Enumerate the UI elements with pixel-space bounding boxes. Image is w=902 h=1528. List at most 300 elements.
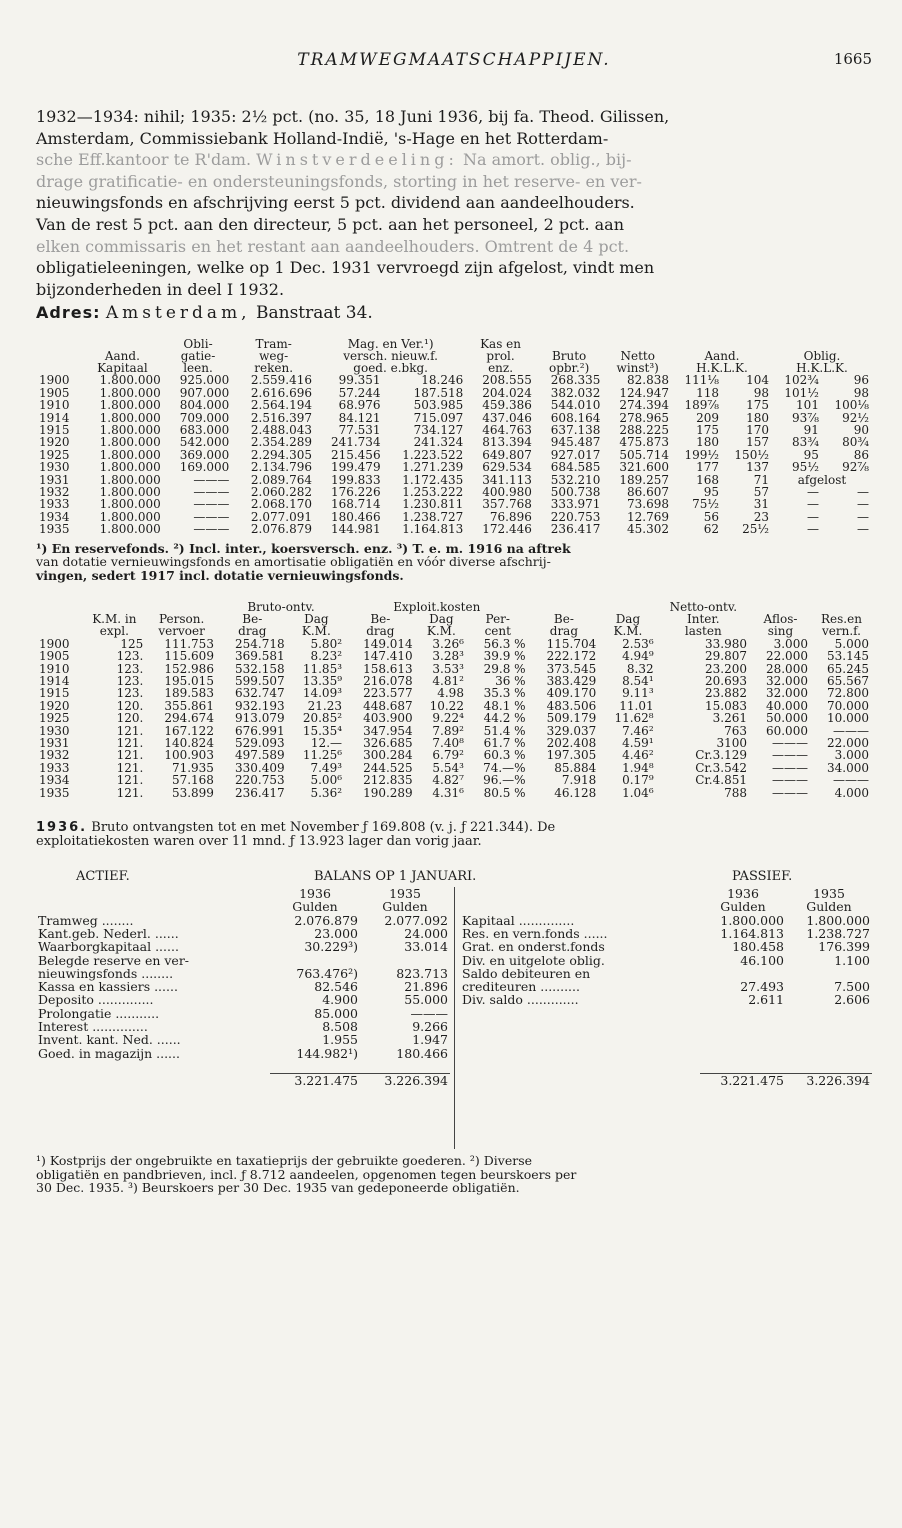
page-number: 1665 (833, 50, 872, 68)
table-cell: 1931 (39, 736, 70, 751)
table-cell: 157 (746, 435, 769, 450)
table-cell: 1.271.239 (402, 460, 464, 475)
table-cell: 12.769 (627, 509, 669, 524)
empty-cell (460, 887, 700, 900)
table-cell: ——— (410, 1005, 448, 1021)
empty-cell (36, 1074, 270, 1088)
table-cell: Cr.3.129 (695, 748, 747, 763)
address-street: Banstraat 34. (256, 303, 373, 324)
table-cell: Dag (304, 612, 329, 627)
table-cell: enz. (488, 360, 514, 375)
table-cell: 18.246 (421, 373, 464, 388)
table-cell: ——— (771, 736, 808, 751)
paragraph-1936 (36, 821, 872, 849)
table-cell: 1.800.000 (99, 497, 161, 512)
table-row (36, 650, 872, 662)
table-cell: 60.3 % (483, 748, 526, 763)
table-cell: 82.838 (627, 373, 669, 388)
table-cell: 120. (116, 698, 144, 713)
table-cell: Be- (370, 612, 391, 627)
table-cell: ——— (771, 773, 808, 788)
table-cell: 1.94⁸ (622, 760, 654, 775)
table-cell: 20.85² (302, 711, 343, 726)
table-cell: Interest .............. (38, 1019, 148, 1035)
table-cell: 77.531 (338, 422, 381, 437)
intro-line: drage gratificatie- en ondersteuningsfonds, storting in het reserve- en ver- (36, 171, 642, 191)
table-cell: 2.559.416 (250, 373, 312, 388)
table-cell: Gulden (806, 899, 852, 915)
table-row (36, 787, 872, 799)
table-cell: 1.800.000 (99, 484, 161, 499)
table-cell: 2.294.305 (250, 447, 312, 462)
table-cell: 503.985 (413, 398, 464, 413)
table-cell: 13.35⁹ (302, 674, 343, 688)
table-cell: — (806, 522, 819, 537)
table-cell: 28.000 (765, 661, 808, 676)
table-cell: 4.59¹ (622, 736, 654, 751)
spacer-row (36, 1060, 450, 1074)
table-cell: 464.763 (482, 422, 532, 437)
table-cell: 24.000 (404, 925, 448, 941)
table-cell: ——— (193, 472, 230, 487)
table-cell: 46.100 (740, 952, 784, 968)
table-cell: 195.015 (164, 674, 214, 688)
table-header-row (36, 626, 872, 638)
table-cell: 1930 (39, 460, 70, 475)
table-cell: 1.800.000 (99, 472, 161, 487)
table-cell: 93⅞ (792, 410, 819, 425)
table-cell: nieuwingsfonds ........ (38, 965, 174, 981)
table-cell (36, 339, 81, 351)
table-cell: 92½ (842, 410, 869, 425)
table-cell: 907.000 (179, 385, 230, 400)
table-cell: 333.971 (550, 497, 601, 512)
table-cell: 1932 (39, 484, 70, 499)
table-cell: 532.210 (550, 472, 601, 487)
table-cell: 22.000 (765, 649, 808, 664)
table-cell: 1.800.000 (99, 398, 161, 413)
table-cell: 111.753 (164, 636, 214, 651)
table-cell: 683.000 (179, 422, 230, 437)
page (36, 0, 872, 1195)
table-cell: Dag (615, 612, 641, 627)
table-cell: 48.1 % (483, 698, 526, 713)
table-cell: 8.23² (310, 649, 343, 664)
table-cell: 175 (696, 422, 719, 437)
table-cell: 175 (746, 398, 769, 413)
balance-row (36, 980, 450, 993)
table-cell: 7.40⁸ (432, 736, 464, 751)
table-cell: 254.718 (235, 636, 285, 651)
table-cell: Aand. (704, 348, 740, 363)
balance-row (36, 1047, 450, 1060)
balance-row (460, 980, 872, 993)
balance-header-row (36, 887, 450, 900)
table-cell: 382.032 (550, 385, 601, 400)
table-cell: 637.138 (550, 422, 601, 437)
table-cell: Per- (485, 612, 510, 627)
table-cell: 1.800.000 (99, 422, 161, 437)
table-cell: — (857, 497, 869, 512)
table-cell: drag (366, 623, 395, 638)
table-cell: 1905 (39, 385, 70, 400)
table-cell: 65.245 (827, 661, 869, 676)
spacer-row (460, 1020, 872, 1033)
table-row (36, 523, 872, 535)
table-cell: 29.8 % (483, 661, 526, 676)
table-cell: 1920 (39, 435, 70, 450)
table-cell: 14.09³ (302, 686, 343, 701)
table-cell: Saldo debiteuren en (462, 965, 591, 981)
table-cell: 1.800.000 (720, 912, 784, 928)
footnote-line: obligatiën en pandbrieven, incl. ƒ 8.712 aandeelen, opgenomen tegen beurskoers per (36, 1166, 577, 1182)
table-cell: 9.266 (412, 1019, 448, 1035)
table-cell: 1930 (39, 723, 70, 738)
table-cell: leen. (183, 360, 213, 375)
table-cell: 278.965 (619, 410, 669, 425)
table-cell (700, 967, 786, 980)
table-cell: 500.738 (550, 484, 601, 499)
table-cell: Inter. (686, 612, 720, 627)
spacer-row (460, 1033, 872, 1046)
table-cell: 2.611 (748, 992, 784, 1008)
table-cell: 497.589 (235, 748, 285, 763)
paragraph-line: exploitatiekosten waren over 11 mnd. ƒ 13.923 lager dan vorig jaar. (36, 834, 482, 850)
empty-cell (460, 1033, 872, 1046)
table-cell: — (806, 509, 819, 524)
table-cell: 330.409 (235, 760, 285, 775)
table-cell: 91 (803, 422, 819, 437)
table-cell: goed. e.bkg. (353, 360, 428, 375)
table-cell: 1.164.813 (720, 925, 784, 941)
balance-row (460, 954, 872, 967)
footnote-block-1 (36, 542, 872, 583)
table-cell: 1.800.000 (99, 509, 161, 524)
table-cell: 30.229³) (304, 939, 358, 955)
table-cell: 1925 (39, 447, 70, 462)
table-cell: 3.53³ (432, 661, 464, 676)
balance-row (460, 967, 872, 980)
table-cell: vern.f. (821, 623, 861, 638)
table-cell: 35.3 % (483, 686, 526, 701)
table-cell: 1915 (39, 422, 70, 437)
intro-line: Amsterdam, Commissiebank Holland-Indië, 's-Hage en het Rotterdam- (36, 128, 609, 148)
table-cell: — (857, 484, 869, 499)
table-cell: Grat. en onderst.fonds (462, 939, 605, 955)
balance-header (36, 869, 872, 887)
table-cell: 1.223.522 (402, 447, 464, 462)
table-cell: 1932 (39, 748, 70, 763)
table-cell: 3.226.394 (786, 1074, 872, 1088)
table-cell: Kant.geb. Nederl. ...... (38, 925, 179, 941)
intro-line: nieuwingsfonds en afschrijving eerst 5 pct. dividend aan aandeelhouders. (36, 193, 635, 213)
table-cell: 150½ (734, 447, 769, 462)
table-cell: — (857, 509, 869, 524)
table-cell: 509.179 (546, 711, 597, 726)
table-cell: 2.077.092 (384, 912, 448, 928)
table-cell: 483.506 (546, 698, 597, 713)
table-cell: 532.158 (235, 661, 285, 676)
table-cell: 2.134.796 (250, 460, 312, 475)
table-cell: Aand. (104, 348, 140, 363)
table-cell: 373.545 (546, 661, 597, 676)
table-cell: 220.753 (235, 773, 285, 788)
balance-row (36, 1033, 450, 1046)
balance-row (36, 967, 450, 980)
table-cell: 202.408 (546, 736, 597, 751)
table-cell: 3.221.475 (270, 1074, 360, 1088)
table-cell: 32.000 (765, 686, 808, 701)
balance-row (36, 993, 450, 1006)
table-cell: 347.954 (363, 723, 413, 738)
table-cell: 1936 (299, 886, 331, 902)
table-cell: 125 (120, 636, 144, 651)
table-cell: ——— (193, 497, 230, 512)
table-cell: Netto-ontv. (669, 600, 738, 615)
table-cell: K.M. (301, 623, 331, 638)
table-cell: winst³) (616, 360, 659, 375)
table-cell: 7.500 (834, 979, 870, 995)
table-cell: 39.9 % (483, 649, 526, 664)
table-cell: 1.800.000 (99, 373, 161, 388)
table-cell: 7.89² (432, 723, 464, 738)
table-cell: 437.046 (482, 410, 532, 425)
table-cell: 60.000 (765, 723, 808, 738)
table-cell: 1.800.000 (99, 460, 161, 475)
table-cell: 20.693 (704, 674, 747, 688)
table-cell: 357.768 (482, 497, 532, 512)
table-cell: 10.000 (827, 711, 869, 726)
table-cell: 1920 (39, 698, 70, 713)
empty-cell (460, 1007, 872, 1020)
table-cell: 10.22 (429, 698, 464, 713)
table-cell: 31 (753, 497, 769, 512)
table-cell: 23.882 (704, 686, 747, 701)
table-cell: 123. (116, 686, 144, 701)
table-cell: — (806, 484, 819, 499)
table-cell: ——— (193, 509, 230, 524)
table-cell: 121. (116, 736, 144, 751)
table-cell: Be- (242, 612, 263, 627)
table-cell: Div. saldo ............. (462, 992, 579, 1008)
table-row (36, 712, 872, 724)
table-cell: 46.128 (554, 785, 597, 800)
table-cell: 1933 (39, 497, 70, 512)
paragraph-line (36, 821, 872, 835)
table-cell: 459.386 (482, 398, 532, 413)
table-cell: 1.230.811 (402, 497, 464, 512)
table-cell: 21.23 (307, 698, 343, 713)
table-cell: 369.000 (179, 447, 230, 462)
table-cell: 23.200 (704, 661, 747, 676)
table-cell: 9.22⁴ (432, 711, 464, 726)
table-cell: 1914 (39, 674, 70, 688)
footnote-line: ¹) Kostprijs der ongebruikte en taxatieprijs der gebruikte goederen. ²) Diverse (36, 1153, 533, 1169)
table-cell: 121. (116, 785, 144, 800)
table-cell: 33.980 (704, 636, 747, 651)
table-cell: 74.—% (483, 760, 526, 775)
table-cell: 400.980 (482, 484, 532, 499)
address-line (36, 302, 872, 325)
running-header (36, 50, 872, 80)
table-cell: 244.525 (363, 760, 413, 775)
table-cell: 1933 (39, 760, 70, 775)
table-cell: 29.807 (704, 649, 747, 664)
table-cell: vervoer (158, 623, 205, 638)
table-cell: 11.85³ (302, 661, 343, 676)
table-cell: 274.394 (619, 398, 669, 413)
table-cell: 100⅛ (834, 398, 869, 413)
table-cell: 190.289 (363, 785, 413, 800)
table-cell: 1.172.435 (402, 472, 464, 487)
table-cell: Res.en (821, 612, 862, 627)
table-cell: 180.458 (732, 939, 784, 955)
table-cell: 1.800.000 (99, 447, 161, 462)
table-cell: 51.4 % (483, 723, 526, 738)
footnote-block-2 (36, 1154, 872, 1195)
table-cell: 3.000 (834, 748, 869, 763)
table-cell: 15.083 (704, 698, 747, 713)
table-cell: 102¾ (784, 373, 819, 388)
table-cell: opbr.²) (548, 360, 590, 375)
table-cell: 23.000 (314, 925, 358, 941)
table-cell: 2.606 (834, 992, 870, 1008)
table-cell: 715.097 (413, 410, 464, 425)
table-cell: 118 (696, 385, 719, 400)
balance-row (460, 993, 872, 1006)
table-cell: 71.935 (171, 760, 214, 775)
table-cell: 172.446 (482, 522, 532, 537)
table-cell: 1.800.000 (99, 435, 161, 450)
table-cell: 57.168 (171, 773, 214, 788)
intro-paragraph (36, 106, 872, 325)
table-cell: 1934 (39, 509, 70, 524)
table-cell: 927.017 (550, 447, 601, 462)
table-cell: 1910 (39, 398, 70, 413)
table-cell: 189.583 (164, 686, 214, 701)
table-cell: 383.429 (546, 674, 597, 688)
table-cell: 137 (746, 460, 769, 475)
table-cell: gatie- (180, 348, 216, 363)
table-cell: sing (767, 623, 794, 638)
table-cell: Deposito .............. (38, 992, 154, 1008)
table-cell: — (806, 497, 819, 512)
table-cell: 599.507 (235, 674, 285, 688)
table-cell: 1910 (39, 661, 70, 676)
balance-divider (454, 887, 455, 1149)
table-cell: 409.170 (546, 686, 597, 701)
table-cell: ——— (193, 522, 230, 537)
table-cell: 32.000 (765, 674, 808, 688)
table-cell: 236.417 (235, 785, 285, 800)
table-cell: Bruto (551, 348, 587, 363)
table-cell: 27.493 (740, 979, 784, 995)
table-cell: 96.—% (483, 773, 526, 788)
table-cell: 25½ (742, 522, 769, 537)
table-cell: 36 % (495, 674, 526, 688)
table-cell: 3100 (716, 736, 747, 751)
table-cell: ——— (833, 773, 869, 788)
table-cell: 2.076.879 (294, 912, 358, 928)
table-cell: 529.093 (235, 736, 285, 751)
table-cell: Person. (158, 612, 205, 627)
table-cell: 2.488.043 (250, 422, 312, 437)
table-cell: Bruto-ontv. (247, 600, 315, 615)
table-cell: 1935 (39, 522, 70, 537)
table-cell: 329.037 (546, 723, 597, 738)
empty-cell (36, 1060, 450, 1074)
table-cell: weg- (259, 348, 289, 363)
table-cell: 8.54¹ (622, 674, 654, 688)
table-cell: 629.534 (482, 460, 532, 475)
table-cell: 11.62⁸ (614, 711, 654, 726)
table-cell: 149.014 (363, 636, 413, 651)
table-cell: 2.068.170 (250, 497, 312, 512)
intro-text: Na amort. oblig., bij- (462, 150, 632, 170)
table-cell: 101 (796, 398, 819, 413)
table-cell: 98 (753, 385, 769, 400)
table-cell: 7.49³ (310, 760, 343, 775)
table-cell: 3.221.475 (700, 1074, 786, 1088)
table-cell: 2.060.282 (250, 484, 312, 499)
table-cell: 4.98 (437, 686, 464, 701)
table-cell: 804.000 (179, 398, 230, 413)
table-row (36, 749, 872, 761)
balance-row (36, 914, 450, 927)
table-cell: 53.145 (827, 649, 869, 664)
table-cell: 197.305 (546, 748, 597, 763)
table-cell: 1.800.000 (806, 912, 870, 928)
empty-cell (36, 887, 270, 900)
table-cell: 448.687 (363, 698, 413, 713)
table-cell: 180 (746, 410, 769, 425)
table-cell: 209 (696, 410, 719, 425)
table-cell: 168 (696, 472, 719, 487)
table-cell: reken. (254, 360, 294, 375)
table-cell: 120. (116, 711, 144, 726)
table-cell: 76.896 (489, 509, 532, 524)
table-cell: 4.81² (432, 674, 464, 688)
table-cell: 294.674 (164, 711, 214, 726)
table-cell: 1.955 (322, 1032, 358, 1048)
table-cell: H.K.L.K. (796, 360, 848, 375)
table-cell: 72.800 (827, 686, 869, 701)
table-cell: 321.600 (619, 460, 669, 475)
table-cell: drag (549, 623, 579, 638)
table-cell: 3.26⁶ (432, 636, 464, 651)
table-cell: 199.833 (330, 472, 381, 487)
footnote-line: ¹) En reservefonds. ²) Incl. inter., koersversch. enz. ³) T. e. m. 1916 na aftrek (36, 540, 571, 556)
table-row (36, 498, 872, 510)
table-cell: Kassa en kassiers ...... (38, 979, 178, 995)
table-cell: 121. (116, 723, 144, 738)
balance-header-row (36, 900, 450, 913)
footnote-line: vingen, sedert 1917 incl. dotatie vernieuwingsfonds. (36, 567, 404, 583)
table-cell: Kapitaal .............. (462, 912, 575, 928)
table-cell: 96 (853, 373, 869, 388)
table-cell: 169.000 (179, 460, 230, 475)
table-cell: 1.253.222 (402, 484, 464, 499)
table-cell: 1.238.727 (402, 509, 464, 524)
capital-table (36, 336, 872, 537)
table-cell: Gulden (292, 899, 338, 915)
table-cell: 40.000 (765, 698, 808, 713)
table-cell: 121. (116, 760, 144, 775)
balance-passief-column (460, 887, 872, 1087)
balance-actief-column (36, 887, 454, 1087)
table-cell: 3.226.394 (360, 1074, 450, 1088)
table-cell: 189.257 (619, 472, 669, 487)
